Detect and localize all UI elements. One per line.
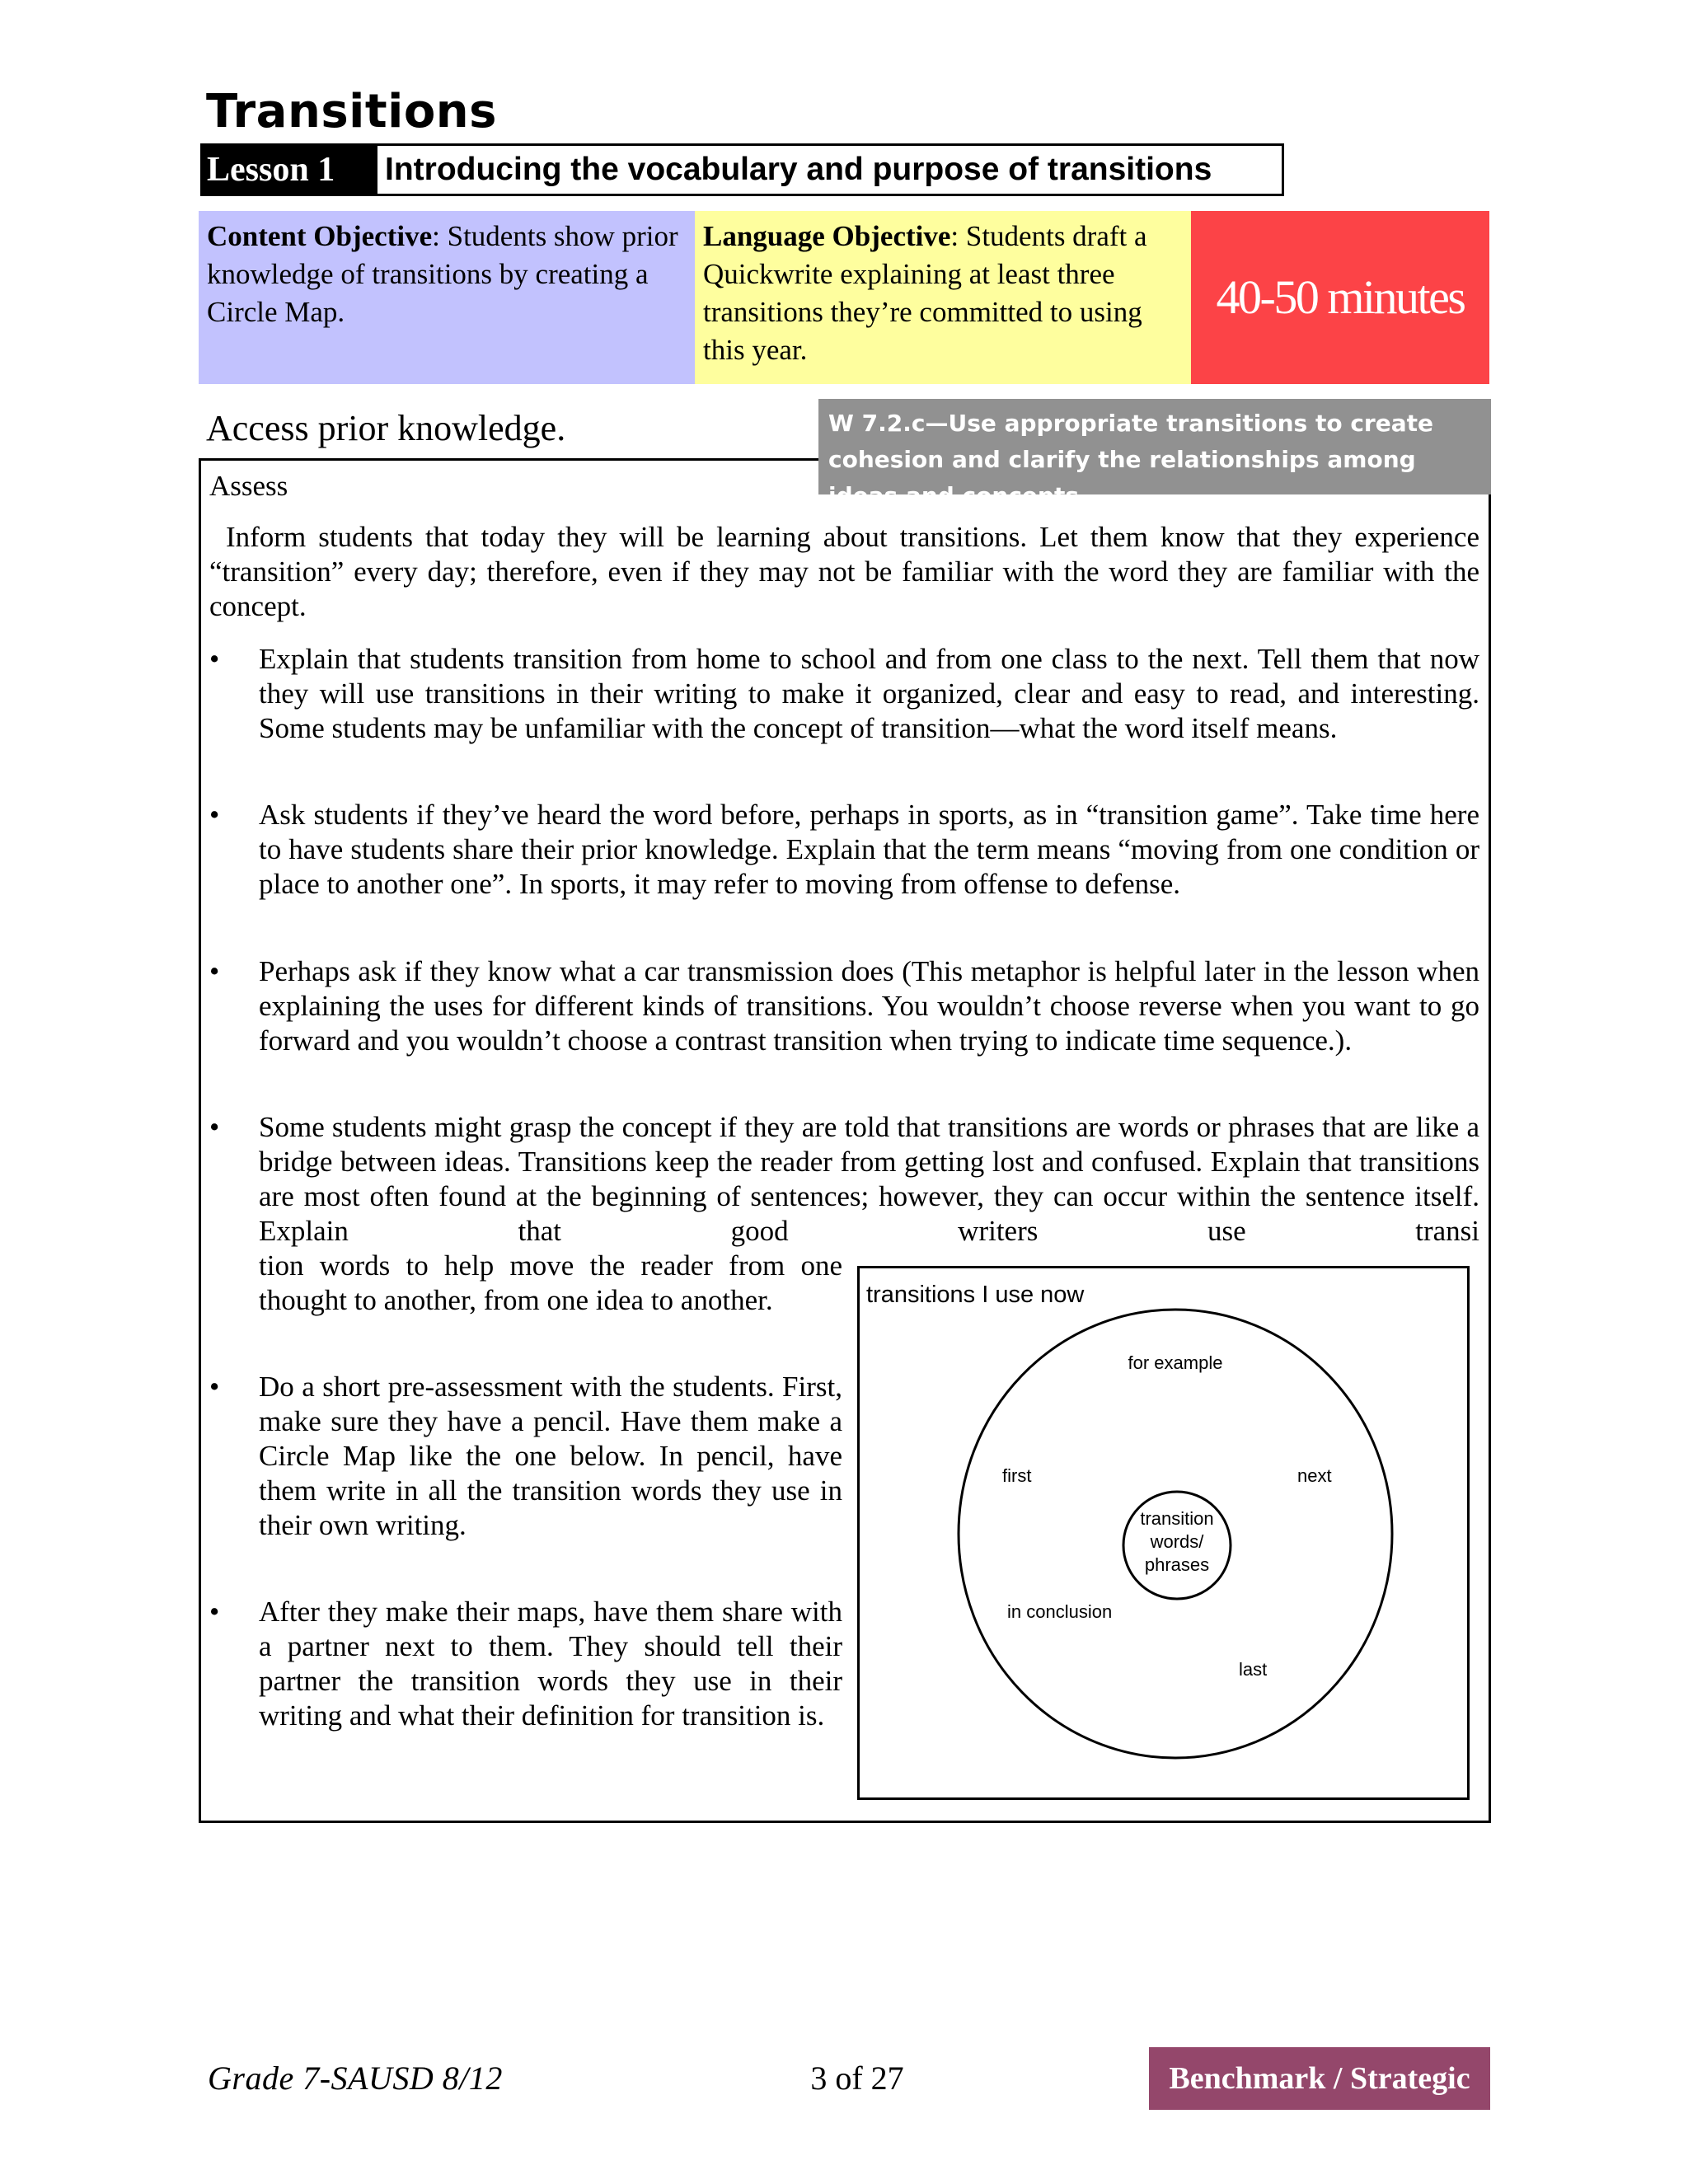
- footer-page-number: 3 of 27: [810, 2060, 904, 2097]
- lesson-title: Introducing the vocabulary and purpose of transitions: [375, 143, 1284, 196]
- circle-map-frame-label: transitions I use now: [866, 1282, 1085, 1308]
- time-estimate: 40-50 minutes: [1216, 270, 1465, 324]
- intro-paragraph: Inform students that today they will be learning about transitions. Let them know that they experience “transition” every day; therefore, even if they may not be familiar with the word they are familiar with the concept.: [209, 521, 1479, 622]
- lesson-badge: Lesson 1: [200, 143, 375, 196]
- bullet-item-continued: tion words to help move the reader from one thought to another, from one idea to another.: [259, 1249, 842, 1316]
- page-title: Transitions: [206, 85, 497, 138]
- language-objective-label: Language Objective: [703, 220, 951, 252]
- footer-grade: Grade 7-SAUSD 8/12: [208, 2060, 503, 2097]
- bullet-item: Explain that students transition from home to school and from one class to the next. Tell them that now they will use transitions in their writing to make it organized, clear and easy to read, and interesting. Some students may be unfamiliar with the concept of transition—what the word itself means.: [259, 643, 1479, 744]
- map-item-in-conclusion: in conclusion: [1007, 1601, 1113, 1622]
- map-item-next: next: [1297, 1465, 1332, 1486]
- content-objective: [199, 211, 695, 384]
- language-objective-text: : Students draft a Quickwrite explaining at least three transitions they’re committed to using this year.: [703, 220, 1147, 366]
- bullet-item: Perhaps ask if they know what a car transmission does (This metaphor is helpful later in the lesson when explaining the uses for different kinds of transitions. You wouldn’t choose reverse when you want to go forward and you wouldn’t choose a contrast transition when trying to indicate time sequence.).: [259, 955, 1479, 1057]
- bullet-item: Do a short pre-assessment with the students. First, make sure they have a pencil. Have them make a Circle Map like the one below. In pencil, have them write in all the transition words they use in their own writing.: [259, 1371, 842, 1541]
- standard-callout: W 7.2.c—Use appropriate transitions to create cohesion and clarify the relationships among ideas and concepts.: [818, 399, 1491, 494]
- circle-map: [857, 1266, 1470, 1800]
- language-objective: [695, 211, 1191, 384]
- bullet-item: After they make their maps, have them share with a partner next to them. They should tell their partner the transition words they use in their writing and what their definition for transition is.: [259, 1596, 842, 1732]
- objectives-row: [199, 211, 1489, 384]
- circle-map-diagram: [860, 1268, 1467, 1797]
- assess-label: Assess: [209, 470, 288, 502]
- bullet-marker: •: [209, 799, 220, 831]
- time-estimate-box: [1191, 211, 1489, 384]
- bullet-marker: •: [209, 1371, 220, 1403]
- bullet-marker: •: [209, 1111, 220, 1143]
- center-label-line: phrases: [1144, 1554, 1210, 1575]
- map-item-last: last: [1239, 1659, 1268, 1680]
- lesson-header: [200, 143, 1284, 196]
- footer-level-badge: Benchmark / Strategic: [1149, 2047, 1490, 2110]
- bullet-item: Some students might grasp the concept if they are told that transitions are words or phrases that are like a bridge between ideas. Transitions keep the reader from getting lost and confused. Explain that transitions are most often found at the beginning of sentences; however, they can occur within the sentence itself. Explain that good writers use transi: [259, 1111, 1479, 1247]
- center-label-line: transition: [1140, 1508, 1214, 1529]
- section-heading: Access prior knowledge.: [206, 408, 566, 448]
- map-item-first: first: [1002, 1465, 1032, 1486]
- center-label-line: words/: [1150, 1531, 1204, 1552]
- bullet-marker: •: [209, 1596, 220, 1628]
- bullet-marker: •: [209, 955, 220, 987]
- bullet-marker: •: [209, 643, 220, 675]
- content-objective-label: Content Objective: [207, 220, 433, 252]
- map-item-for-example: for example: [1128, 1352, 1223, 1373]
- content-objective-text: : Students show prior knowledge of transitions by creating a Circle Map.: [207, 220, 678, 328]
- bullet-item: Ask students if they’ve heard the word before, perhaps in sports, as in “transition game”. Take time here to have students share their prior knowledge. Explain that the term means “moving from one condition or place to another one”. In sports, it may refer to moving from offense to defense.: [259, 799, 1479, 900]
